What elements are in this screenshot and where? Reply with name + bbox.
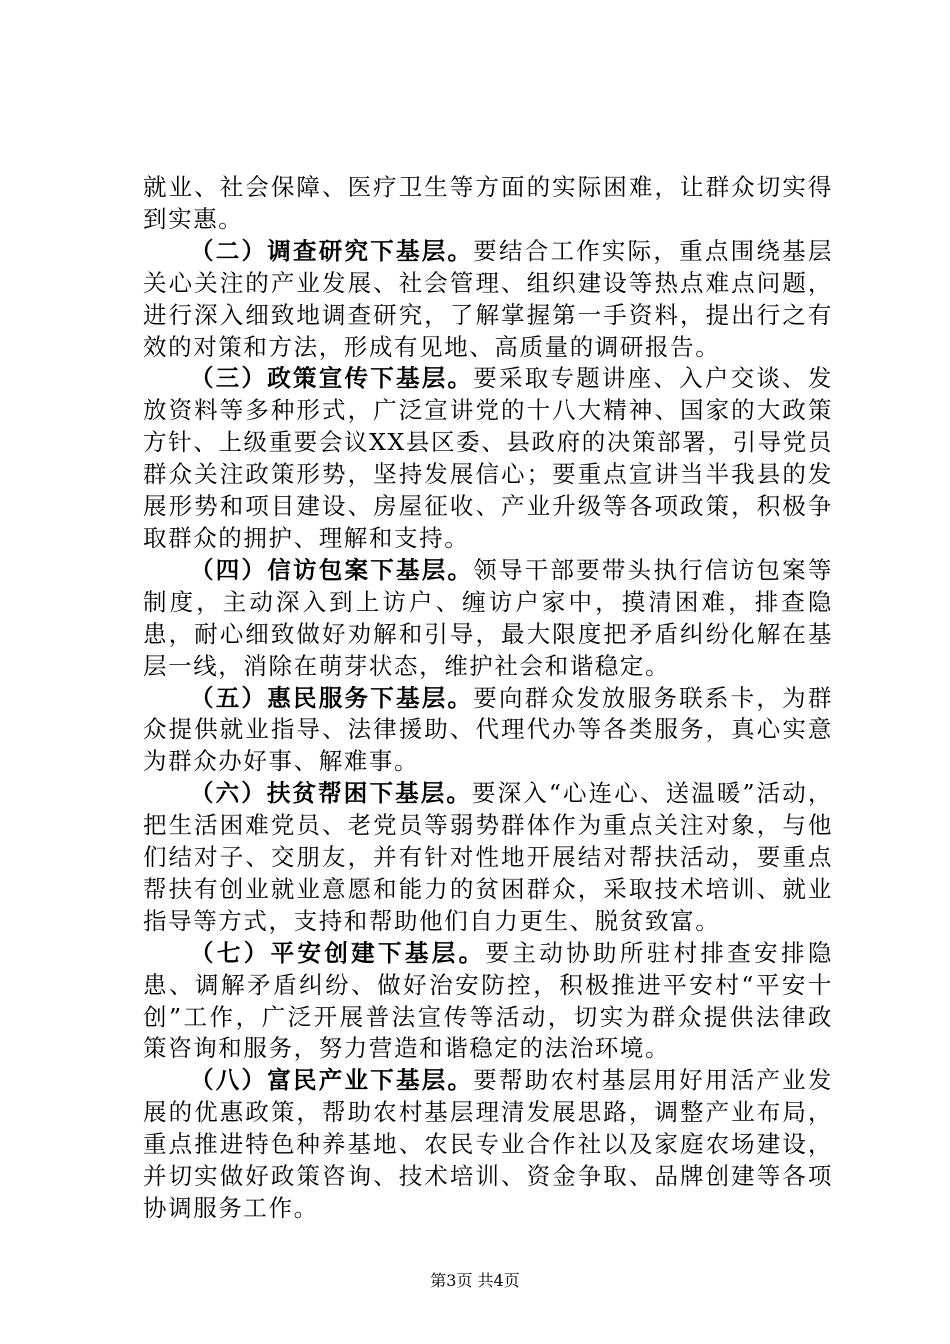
section-heading: （五）惠民服务下基层。 <box>190 683 474 712</box>
paragraph-text: 就业、社会保障、医疗卫生等方面的实际困难，让群众切实得到实惠。 <box>143 173 833 233</box>
paragraph-2 <box>143 236 833 364</box>
document-body <box>143 172 833 1225</box>
section-heading: （七）平安创建下基层。 <box>190 938 486 967</box>
paragraph-text: 要采取专题讲座、入户交谈、发放资料等多种形式，广泛宣讲党的十八大精神、国家的大政策方针、上级重要会议XX县区委、县政府的决策部署，引导党员群众关注政策形势，坚持发展信心；要重点宣讲当半我县的发展形势和项目建设、房屋征收、产业升级等各项政策，积极争取群众的拥护、理解和支持。 <box>143 364 833 552</box>
section-heading: （八）富民产业下基层。 <box>190 1066 474 1095</box>
paragraph-6 <box>143 778 833 938</box>
section-heading: （四）信访包案下基层。 <box>190 555 474 584</box>
paragraph-1 <box>143 172 833 236</box>
paragraph-4 <box>143 555 833 683</box>
paragraph-5 <box>143 683 833 779</box>
paragraph-8 <box>143 1065 833 1225</box>
paragraph-text: 要结合工作实际，重点围绕基层关心关注的产业发展、社会管理、组织建设等热点难点问题，进行深入细致地调查研究，了解掌握第一手资料，提出行之有效的对策和方法，形成有见地、高质量的调研报告。 <box>143 236 833 361</box>
section-heading: （三）政策宣传下基层。 <box>190 364 474 393</box>
paragraph-text: 领导干部要带头执行信访包案等制度，主动深入到上访户、缠访户家中，摸清困难，排查隐患，耐心细致做好劝解和引导，最大限度把矛盾纠纷化解在基层一线，消除在萌芽状态，维护社会和谐稳定。 <box>143 555 833 680</box>
paragraph-3 <box>143 363 833 554</box>
section-heading: （二）调查研究下基层。 <box>190 236 474 265</box>
paragraph-text: 要帮助农村基层用好用活产业发展的优惠政策，帮助农村基层理清发展思路，调整产业布局，重点推进特色种养基地、农民专业合作社以及家庭农场建设，并切实做好政策咨询、技术培训、资金争取、品牌创建等各项协调服务工作。 <box>143 1066 833 1222</box>
paragraph-7 <box>143 938 833 1066</box>
paragraph-text: 要主动协助所驻村排查安排隐患、调解矛盾纠纷、做好治安防控，积极推进平安村“平安十创”工作，广泛开展普法宣传等活动，切实为群众提供法律政策咨询和服务，努力营造和谐稳定的法治环境。 <box>143 938 833 1063</box>
paragraph-text: 要向群众发放服务联系卡，为群众提供就业指导、法律援助、代理代办等各类服务，真心实意为群众办好事、解难事。 <box>143 683 833 776</box>
page-number-footer: 第3页 共4页 <box>430 1271 520 1290</box>
paragraph-text: 要深入“心连心、送温暖”活动，把生活困难党员、老党员等弱势群体作为重点关注对象，与他们结对子、交朋友，并有针对性地开展结对帮扶活动，要重点帮扶有创业就业意愿和能力的贫困群众，采取技术培训、就业指导等方式，支持和帮助他们自力更生、脱贫致富。 <box>143 779 833 935</box>
section-heading: （六）扶贫帮困下基层。 <box>190 779 472 808</box>
